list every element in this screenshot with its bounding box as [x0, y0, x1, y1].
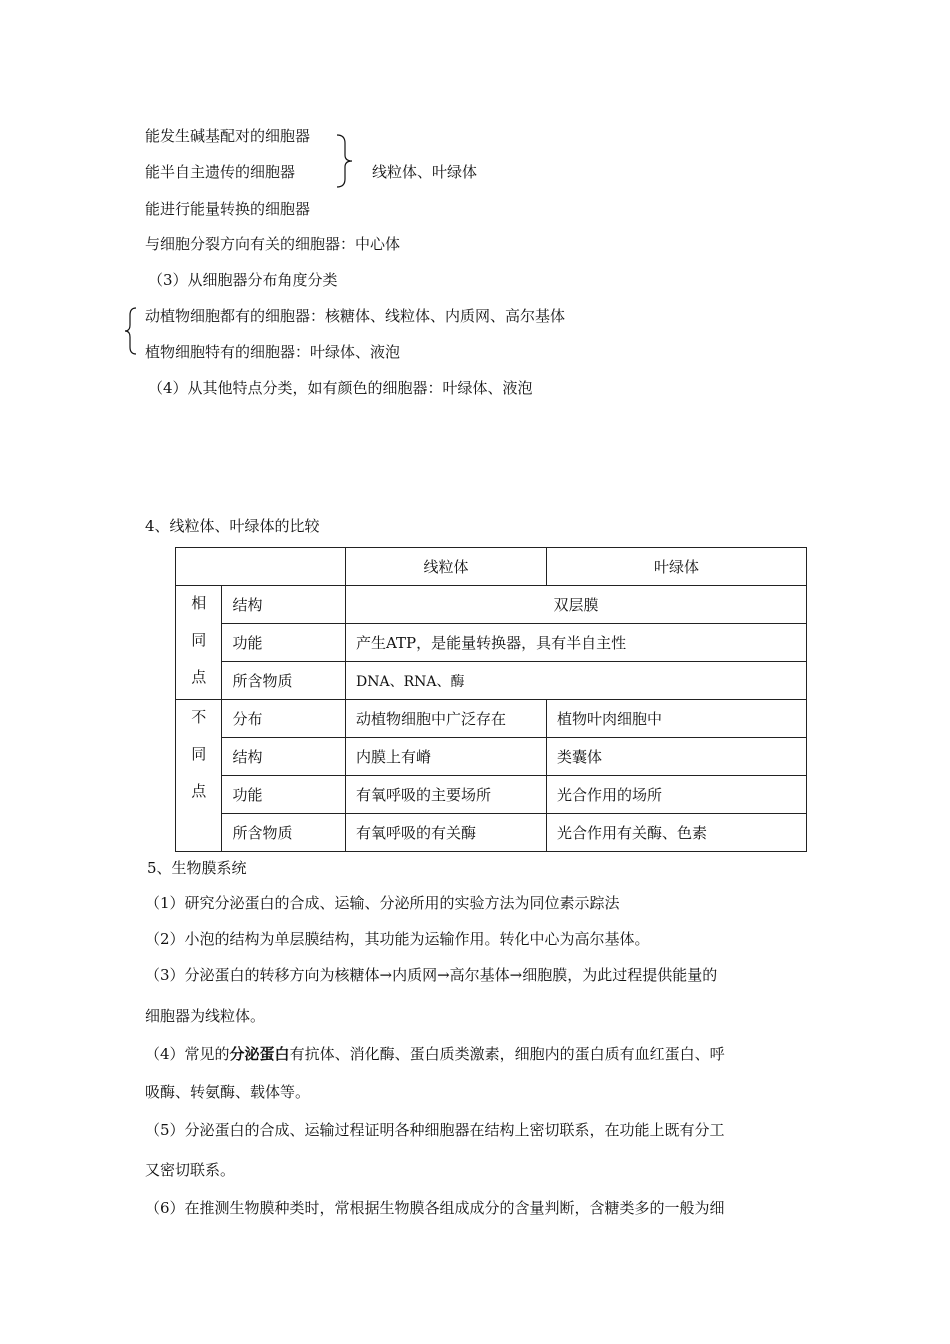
- text-semi-autonomous: 能半自主遗传的细胞器: [145, 163, 296, 181]
- row-label: 结构: [222, 738, 346, 776]
- table-row: [176, 700, 807, 738]
- row-label: 功能: [222, 776, 346, 814]
- chloro-cell: 植物叶肉细胞中: [547, 700, 807, 738]
- paragraph-5-line-2: 又密切联系。: [145, 1161, 236, 1179]
- section4-heading: 4、线粒体、叶绿体的比较: [145, 517, 320, 535]
- diff-group-label: [176, 700, 222, 852]
- header-mitochondria: 线粒体: [346, 548, 547, 586]
- text-plant-only: 植物细胞特有的细胞器：叶绿体、液泡: [145, 343, 401, 361]
- paragraph-5-line-1: （5）分泌蛋白的合成、运输过程证明各种细胞器在结构上密切联系，在功能上既有分工: [145, 1121, 725, 1139]
- table-row: [176, 662, 807, 700]
- paragraph-4-line-2: 吸酶、转氨酶、载体等。: [145, 1083, 311, 1101]
- same-group-label: [176, 586, 222, 700]
- subheading-distribution: （3）从细胞器分布角度分类: [148, 271, 338, 289]
- p4-rest: 有抗体、消化酶、蛋白质类激素，细胞内的蛋白质有血红蛋白、呼: [289, 1045, 725, 1063]
- paragraph-6: （6）在推测生物膜种类时，常根据生物膜各组成成分的含量判断，含糖类多的一般为细: [145, 1199, 725, 1217]
- chloro-cell: 类囊体: [547, 738, 807, 776]
- text-base-pair: 能发生碱基配对的细胞器: [145, 127, 311, 145]
- group-char: 点: [191, 782, 207, 800]
- subheading-other-traits: （4）从其他特点分类，如有颜色的细胞器：叶绿体、液泡: [148, 379, 533, 397]
- table-row: [176, 624, 807, 662]
- row-value: DNA、RNA、酶: [346, 662, 807, 700]
- table-header-row: [176, 548, 807, 586]
- paragraph-2: （2）小泡的结构为单层膜结构，其功能为运输作用。转化中心为高尔基体。: [145, 930, 650, 948]
- comparison-table: [175, 547, 807, 852]
- table-row: [176, 814, 807, 852]
- table-row: [176, 586, 807, 624]
- text-energy-conversion: 能进行能量转换的细胞器: [145, 200, 311, 218]
- group-char: 点: [191, 668, 207, 686]
- group-char: 同: [191, 631, 207, 649]
- row-label: 分布: [222, 700, 346, 738]
- section5-heading: 5、生物膜系统: [147, 859, 247, 877]
- table-row: [176, 738, 807, 776]
- mito-cell: 有氧呼吸的有关酶: [346, 814, 547, 852]
- left-brace-icon: [124, 306, 138, 356]
- p4-prefix: （4）常见的: [145, 1045, 230, 1063]
- group-char: 同: [191, 745, 207, 763]
- group-char: 相: [191, 594, 207, 612]
- row-label: 结构: [222, 586, 346, 624]
- right-brace-icon: [335, 133, 357, 189]
- table-corner-cell: [176, 548, 346, 586]
- mito-cell: 内膜上有嵴: [346, 738, 547, 776]
- paragraph-4-line-1: [145, 1044, 725, 1064]
- paragraph-3-line-2: 细胞器为线粒体。: [145, 1007, 266, 1025]
- table-row: [176, 776, 807, 814]
- text-both-cells: 动植物细胞都有的细胞器：核糖体、线粒体、内质网、高尔基体: [145, 307, 566, 325]
- mito-cell: 有氧呼吸的主要场所: [346, 776, 547, 814]
- row-label: 所含物质: [222, 662, 346, 700]
- group-char: 不: [191, 708, 207, 726]
- header-chloroplast: 叶绿体: [547, 548, 807, 586]
- text-cell-division: 与细胞分裂方向有关的细胞器：中心体: [145, 235, 401, 253]
- row-label: 所含物质: [222, 814, 346, 852]
- brace-answer: 线粒体、叶绿体: [372, 163, 478, 181]
- p4-emphasis: 分泌蛋白: [229, 1045, 290, 1063]
- chloro-cell: 光合作用的场所: [547, 776, 807, 814]
- mito-cell: 动植物细胞中广泛存在: [346, 700, 547, 738]
- paragraph-1: （1）研究分泌蛋白的合成、运输、分泌所用的实验方法为同位素示踪法: [145, 894, 620, 912]
- row-label: 功能: [222, 624, 346, 662]
- row-value: 产生ATP，是能量转换器，具有半自主性: [346, 624, 807, 662]
- row-value: 双层膜: [346, 586, 807, 624]
- chloro-cell: 光合作用有关酶、色素: [547, 814, 807, 852]
- paragraph-3-line-1: （3）分泌蛋白的转移方向为核糖体→内质网→高尔基体→细胞膜，为此过程提供能量的: [145, 966, 718, 984]
